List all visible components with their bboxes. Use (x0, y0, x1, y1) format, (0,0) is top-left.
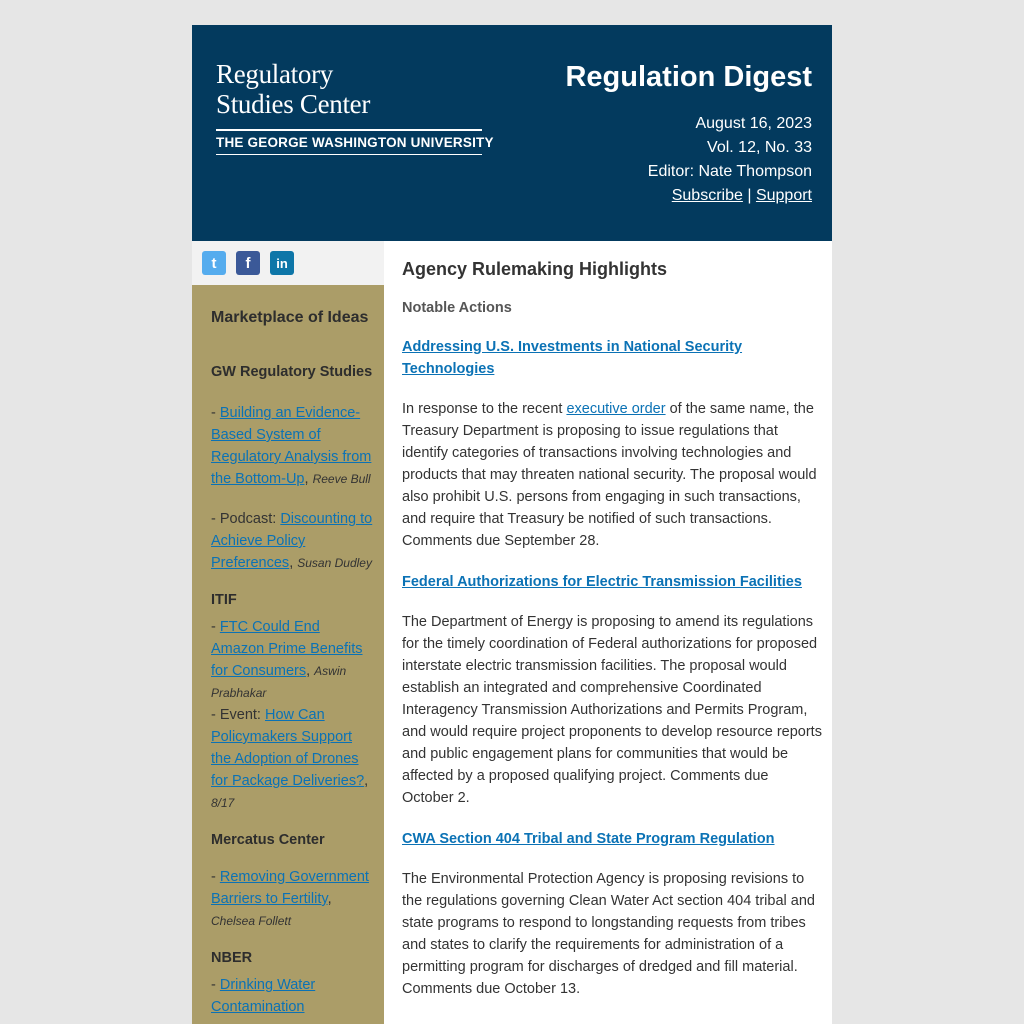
content-row (192, 241, 832, 1024)
social-bar (192, 241, 384, 285)
logo-rule-bottom (216, 154, 482, 156)
sidebar (192, 241, 384, 1024)
support-link[interactable]: Support (755, 187, 812, 204)
executive-order-link[interactable]: executive order (566, 401, 666, 417)
sidebar-item (211, 402, 376, 490)
article-body (402, 868, 822, 1000)
article-text: of the same name, the Treasury Department is proposing to issue regulations that identify categories of transactions involving technologies and products that may threaten national security. The proposal would also prohibit U.S. persons from engaging in such transactions, and require that Treasury be notified of such transactions. Comments due September 28. (402, 401, 817, 549)
editor-line: Editor: Nate Thompson (647, 163, 812, 180)
section-subheading: Notable Actions (402, 300, 512, 316)
header-info (565, 61, 812, 208)
item-suffix: , (304, 471, 313, 487)
item-prefix: - (211, 619, 220, 635)
item-prefix: - (211, 977, 220, 993)
sidebar-item (211, 508, 376, 574)
sidebar-item (211, 974, 376, 1018)
subscribe-link[interactable]: Subscribe (671, 187, 743, 204)
issue-date: August 16, 2023 (695, 115, 812, 132)
section-heading: Agency Rulemaking Highlights (402, 259, 668, 279)
sidebar-section-itif: ITIF (211, 592, 237, 608)
sidebar-item (211, 616, 376, 704)
sidebar-link[interactable]: Drinking Water Contamination (211, 977, 316, 1015)
sidebar-link[interactable]: FTC Could End Amazon Prime Benefits for Consumers (211, 619, 363, 679)
rsc-logo[interactable] (216, 59, 494, 155)
twitter-icon[interactable]: t (202, 251, 226, 275)
article-link[interactable]: CWA Section 404 Tribal and State Program Regulation (402, 831, 775, 847)
logo-line-2: Studies Center (216, 89, 371, 119)
article-link[interactable]: Federal Authorizations for Electric Transmission Facilities (402, 574, 802, 590)
header-banner (192, 25, 832, 241)
item-author: Reeve Bull (312, 472, 371, 486)
item-suffix: , (364, 773, 369, 789)
issue-volume: Vol. 12, No. 33 (707, 139, 812, 156)
article-title (402, 828, 822, 850)
sidebar-link[interactable]: How Can Policymakers Support the Adoption of Drones for Package Deliveries? (211, 707, 365, 789)
article-text: The Environmental Protection Agency is proposing revisions to the regulations governing Clean Water Act section 404 tribal and state programs to respond to longstanding requests from tribes and states to clarify the requirements for administration of a permitting program for discharges of dredged and fill material. Comments due October 13. (402, 871, 815, 997)
sidebar-content (192, 285, 384, 1018)
article-body (402, 398, 822, 552)
sidebar-item (211, 704, 376, 814)
sidebar-title: Marketplace of Ideas (211, 309, 369, 326)
item-author: Susan Dudley (297, 556, 372, 570)
linkedin-icon[interactable]: in (270, 251, 294, 275)
item-prefix: - (211, 869, 220, 885)
item-author: 8/17 (211, 796, 235, 810)
article-link[interactable]: Addressing U.S. Investments in National Security Technologies (402, 339, 743, 377)
newsletter-title: Regulation Digest (565, 61, 812, 93)
sidebar-item (211, 866, 376, 932)
sidebar-section-mercatus: Mercatus Center (211, 832, 325, 848)
facebook-icon[interactable]: f (236, 251, 260, 275)
sidebar-section-gw: GW Regulatory Studies (211, 364, 373, 380)
logo-rule-top (216, 129, 482, 131)
item-suffix: , (289, 555, 298, 571)
link-separator: | (747, 187, 752, 204)
sidebar-link[interactable]: Building an Evidence-Based System of Regulatory Analysis from the Bottom-Up (211, 405, 372, 487)
header-links (565, 184, 812, 208)
newsletter (192, 25, 832, 1024)
sidebar-link[interactable]: Discounting to Achieve Policy Preferences (211, 511, 373, 571)
item-suffix: , (327, 891, 332, 907)
logo-line-1: Regulatory (216, 59, 333, 89)
item-author: Chelsea Follett (211, 914, 292, 928)
item-prefix: - (211, 405, 220, 421)
sidebar-section-nber: NBER (211, 950, 253, 966)
item-prefix: - Podcast: (211, 511, 281, 527)
sidebar-link[interactable]: Removing Government Barriers to Fertility (211, 869, 369, 907)
article-text: In response to the recent (402, 401, 567, 417)
article-title (402, 571, 822, 593)
article-title (402, 336, 822, 380)
article-text: The Department of Energy is proposing to amend its regulations for the timely coordination of Federal authorizations for proposed interstate electric transmission facilities. The proposal would establish an integrated and comprehensive Coordinated Interagency Transmission Authorizations and Permits Program, and would require project proponents to develop resource reports and public engagement plans for communities that would be affected by a proposed qualifying project. Comments due October 2. (402, 614, 822, 806)
article-body (402, 611, 822, 809)
item-suffix: , (306, 663, 315, 679)
logo-university: THE GEORGE WASHINGTON UNIVERSITY (216, 134, 494, 150)
item-prefix: - Event: (211, 707, 265, 723)
main-content (384, 241, 832, 1024)
item-author: Aswin Prabhakar (211, 664, 347, 700)
